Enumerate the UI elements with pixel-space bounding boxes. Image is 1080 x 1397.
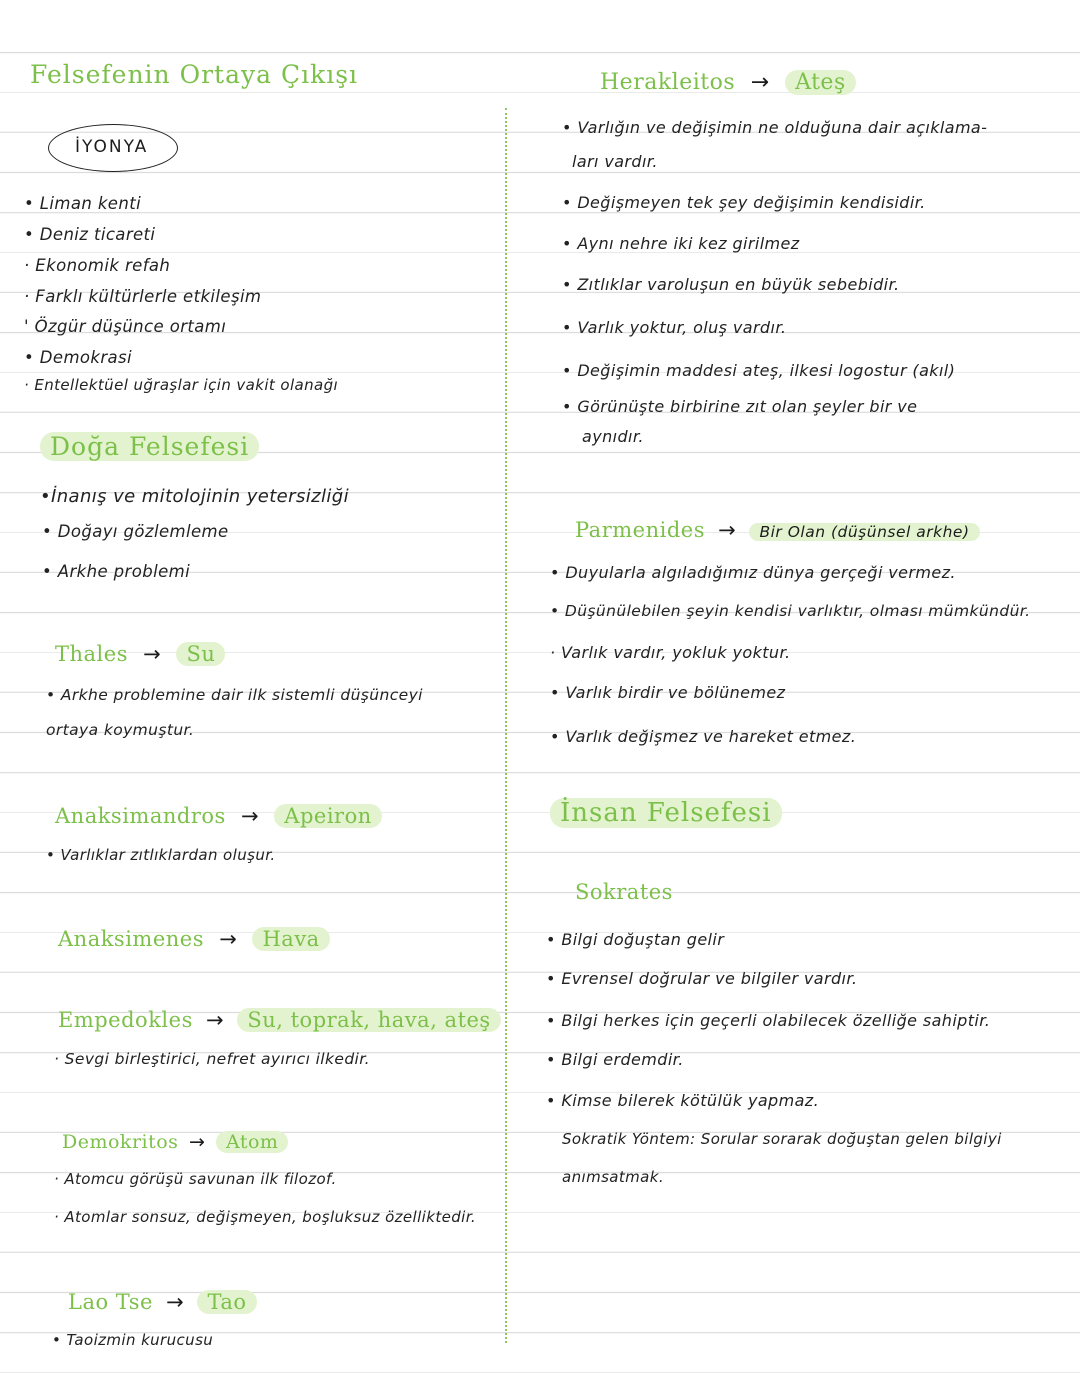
thales-note: • Arkhe problemine dair ilk sistemli düşünceyi bbox=[46, 686, 423, 704]
ionia-label: İYONYA bbox=[75, 137, 149, 157]
socrates-item: • Kimse bilerek kötülük yapmaz. bbox=[546, 1091, 820, 1110]
heraclitus-note: ları vardır. bbox=[572, 152, 658, 171]
anaximenes-heading: Anaksimenes → Hava bbox=[58, 927, 330, 951]
heraclitus-note: • Zıtlıklar varoluşun en büyük sebebidir. bbox=[562, 275, 900, 294]
ionia-item: • Demokrasi bbox=[24, 348, 133, 367]
parmenides-item: • Düşünülebilen şeyin kendisi varlıktır, olması mümkündür. bbox=[550, 602, 1031, 620]
laotse-note: • Taoizmin kurucusu bbox=[52, 1331, 214, 1349]
democritus-heading: Demokritos → Atom bbox=[62, 1131, 288, 1153]
parmenides-item: · Varlık vardır, yokluk yoktur. bbox=[550, 643, 791, 662]
nature-item: • Arkhe problemi bbox=[42, 562, 191, 581]
laotse-heading: Lao Tse → Tao bbox=[68, 1290, 257, 1314]
heraclitus-note: • Değişimin maddesi ateş, ilkesi logostur (akıl) bbox=[562, 361, 956, 380]
nature-item: • Doğayı gözlemleme bbox=[42, 522, 229, 541]
ionia-item: · Ekonomik refah bbox=[24, 256, 171, 275]
socrates-item: • Evrensel doğrular ve bilgiler vardır. bbox=[546, 969, 858, 988]
anaximander-heading: Anaksimandros → Apeiron bbox=[55, 804, 382, 828]
socrates-item: • Bilgi doğuştan gelir bbox=[546, 930, 725, 949]
parmenides-heading: Parmenides → Bir Olan (düşünsel arkhe) bbox=[575, 518, 980, 542]
nature-item: •İnanış ve mitolojinin yetersizliği bbox=[40, 486, 350, 507]
parmenides-item: • Varlık birdir ve bölünemez bbox=[550, 683, 786, 702]
democritus-note: · Atomlar sonsuz, değişmeyen, boşluksuz özelliktedir. bbox=[54, 1208, 477, 1226]
ionia-item: • Liman kenti bbox=[24, 194, 142, 213]
ionia-item: ' Özgür düşünce ortamı bbox=[24, 317, 227, 336]
socrates-heading: Sokrates bbox=[575, 880, 673, 904]
ionia-item: · Farklı kültürlerle etkileşim bbox=[24, 287, 262, 306]
heraclitus-note: • Varlığın ve değişimin ne olduğuna dair açıklama- bbox=[562, 118, 988, 137]
socratic-method: anımsatmak. bbox=[562, 1168, 665, 1186]
human-philosophy-title: İnsan Felsefesi bbox=[550, 798, 782, 828]
ionia-ellipse bbox=[48, 124, 178, 172]
heraclitus-heading: Herakleitos → Ateş bbox=[600, 70, 856, 95]
socrates-item: • Bilgi herkes için geçerli olabilecek özelliğe sahiptir. bbox=[546, 1011, 991, 1030]
thales-note: ortaya koymuştur. bbox=[46, 721, 195, 739]
thales-heading: Thales → Su bbox=[55, 642, 225, 666]
page-title: Felsefenin Ortaya Çıkışı bbox=[30, 60, 359, 89]
empedocles-note: · Sevgi birleştirici, nefret ayırıcı ilkedir. bbox=[54, 1050, 370, 1068]
heraclitus-note: • Aynı nehre iki kez girilmez bbox=[562, 234, 800, 253]
socrates-item: • Bilgi erdemdir. bbox=[546, 1050, 684, 1069]
heraclitus-note: • Varlık yoktur, oluş vardır. bbox=[562, 318, 787, 337]
nature-philosophy-title: Doğa Felsefesi bbox=[40, 432, 259, 461]
heraclitus-note: • Görünüşte birbirine zıt olan şeyler bir ve bbox=[562, 397, 918, 416]
ionia-item: · Entellektüel uğraşlar için vakit olanağı bbox=[24, 376, 339, 394]
heraclitus-note: • Değişmeyen tek şey değişimin kendisidir. bbox=[562, 193, 926, 212]
empedocles-heading: Empedokles → Su, toprak, hava, ateş bbox=[58, 1008, 501, 1032]
socratic-method: Sokratik Yöntem: Sorular sorarak doğuştan gelen bilgiyi bbox=[562, 1130, 1002, 1148]
parmenides-item: • Duyularla algıladığımız dünya gerçeği vermez. bbox=[550, 563, 956, 582]
heraclitus-note: aynıdır. bbox=[582, 427, 644, 446]
parmenides-item: • Varlık değişmez ve hareket etmez. bbox=[550, 727, 857, 746]
democritus-note: · Atomcu görüşü savunan ilk filozof. bbox=[54, 1170, 337, 1188]
anaximander-note: • Varlıklar zıtlıklardan oluşur. bbox=[46, 846, 276, 864]
ionia-item: • Deniz ticareti bbox=[24, 225, 156, 244]
column-divider bbox=[505, 108, 507, 1343]
